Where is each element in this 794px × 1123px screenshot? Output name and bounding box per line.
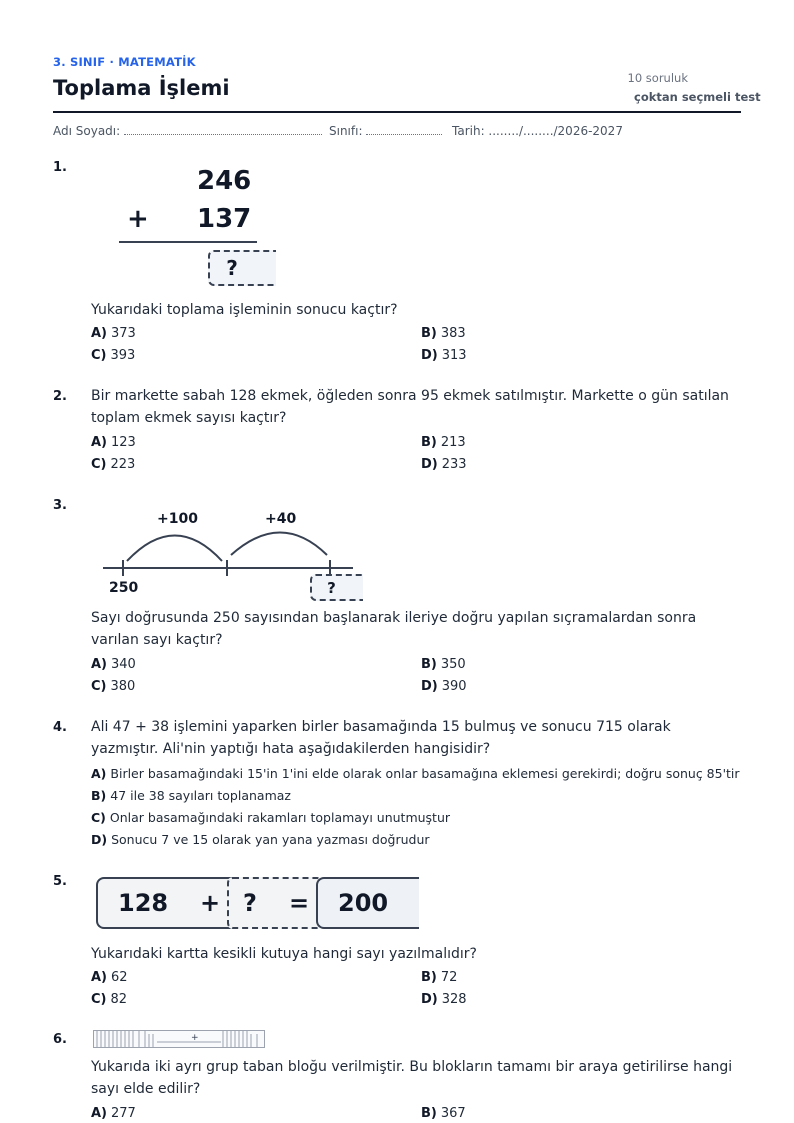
question-number: 2. xyxy=(53,389,67,404)
option-letter: C) xyxy=(91,810,106,825)
option-text: 123 xyxy=(111,435,136,450)
addend-top: 246 xyxy=(197,166,252,196)
option-b[interactable] xyxy=(421,657,466,672)
option-text: 383 xyxy=(440,326,466,341)
question-number: 1. xyxy=(53,160,67,175)
option-a[interactable] xyxy=(91,970,128,985)
question-number: 4. xyxy=(53,720,67,735)
question-text: Bir markette sabah 128 ekmek, öğleden sonra 95 ekmek satılmıştır. Markette o gün satılan toplam ekmek sayısı kaçtır? xyxy=(91,388,729,426)
jump-arc-2 xyxy=(231,533,327,556)
option-d[interactable] xyxy=(421,457,467,472)
equation-card xyxy=(96,877,419,929)
answer-box xyxy=(208,250,276,286)
unknown-mark: ? xyxy=(243,889,257,917)
jump-label-1: +100 xyxy=(157,511,198,527)
option-text: 62 xyxy=(111,970,128,985)
option-letter: B) xyxy=(421,970,437,985)
option-letter: C) xyxy=(91,348,107,363)
option-letter: D) xyxy=(421,457,438,472)
option-letter: A) xyxy=(91,326,108,341)
option-text: 393 xyxy=(110,348,136,363)
option-letter: B) xyxy=(91,788,107,803)
option-d[interactable] xyxy=(421,679,467,694)
class-field xyxy=(329,124,442,138)
option-letter: C) xyxy=(91,679,107,694)
option-b[interactable] xyxy=(421,435,466,450)
option-a[interactable] xyxy=(91,766,740,781)
option-text: 233 xyxy=(441,457,467,472)
question-text: Yukarıdaki toplama işleminin sonucu kaçtır? xyxy=(91,302,398,318)
plus-sign: + xyxy=(200,889,221,917)
option-text: 47 ile 38 sayıları toplanamaz xyxy=(110,788,291,803)
option-a[interactable] xyxy=(91,326,136,341)
option-text: 340 xyxy=(111,657,136,672)
option-letter: D) xyxy=(421,992,438,1007)
option-text: 277 xyxy=(111,1106,136,1121)
base-ten-blocks-diagram xyxy=(93,1030,265,1048)
addend-bottom: 137 xyxy=(197,204,252,234)
option-c[interactable] xyxy=(91,992,127,1007)
option-text: Sonucu 7 ve 15 olarak yan yana yazması doğrudur xyxy=(111,832,430,847)
option-letter: B) xyxy=(421,657,437,672)
option-letter: A) xyxy=(91,435,108,450)
name-field xyxy=(53,124,322,138)
option-text: 367 xyxy=(440,1106,466,1121)
option-text: Birler basamağındaki 15'in 1'ini elde olarak onlar basamağına eklemesi gerekirdi; doğru sonuç 85'tir xyxy=(110,766,740,781)
question-number: 3. xyxy=(53,498,67,513)
result-value: 200 xyxy=(338,889,389,917)
option-b[interactable] xyxy=(421,1106,466,1121)
test-type: çoktan seçmeli test xyxy=(634,90,761,104)
option-text: 328 xyxy=(441,992,467,1007)
date-label: Tarih: ......../......../2026-2027 xyxy=(452,124,623,138)
option-b[interactable] xyxy=(421,326,466,341)
question-text: Yukarıdaki kartta kesikli kutuya hangi sayı yazılmalıdır? xyxy=(91,946,477,962)
option-c[interactable] xyxy=(91,348,135,363)
option-letter: C) xyxy=(91,457,107,472)
question-count: 10 soruluk xyxy=(627,71,688,85)
option-text: 213 xyxy=(440,435,466,450)
option-letter: A) xyxy=(91,970,108,985)
jump-arc-1 xyxy=(127,536,222,562)
option-letter: B) xyxy=(421,1106,437,1121)
option-a[interactable] xyxy=(91,657,136,672)
option-c[interactable] xyxy=(91,810,450,825)
question-number: 5. xyxy=(53,874,67,889)
option-a[interactable] xyxy=(91,435,136,450)
option-c[interactable] xyxy=(91,679,135,694)
option-b[interactable] xyxy=(421,970,457,985)
option-text: 313 xyxy=(441,348,467,363)
equals-sign: = xyxy=(289,889,310,917)
option-b[interactable] xyxy=(91,788,291,803)
option-text: 380 xyxy=(110,679,136,694)
option-letter: C) xyxy=(91,992,107,1007)
option-text: 82 xyxy=(110,992,128,1007)
option-letter: A) xyxy=(91,1106,108,1121)
class-label: Sınıfı: xyxy=(329,124,363,138)
unknown-mark: ? xyxy=(226,256,238,280)
unknown-mark: ? xyxy=(327,578,336,597)
question-text: Sayı doğrusunda 250 sayısından başlanarak ileriye doğru yapılan sıçramalardan sonra varılan sayı kaçtır? xyxy=(91,610,697,648)
option-letter: D) xyxy=(91,832,108,847)
addend: 128 xyxy=(118,889,169,917)
option-text: 390 xyxy=(441,679,467,694)
class-blank xyxy=(366,124,442,135)
option-letter: B) xyxy=(421,435,437,450)
group-left-rods xyxy=(97,1031,153,1047)
page-title: Toplama İşlemi xyxy=(53,76,230,100)
option-text: 72 xyxy=(440,970,458,985)
option-text: 223 xyxy=(110,457,136,472)
question-text: Yukarıda iki ayrı grup taban bloğu verilmiştir. Bu blokların tamamı bir araya getirilirse hangi sayı elde edilir? xyxy=(91,1059,733,1097)
option-letter: D) xyxy=(421,679,438,694)
option-text: 373 xyxy=(111,326,136,341)
question-text: Ali 47 + 38 işlemini yaparken birler basamağında 15 bulmuş ve sonucu 715 olarak yazmıştır. Ali'nin yaptığı hata aşağıdakilerden hangisidir? xyxy=(91,719,671,757)
question-number: 6. xyxy=(53,1032,67,1047)
header-divider xyxy=(53,111,741,113)
sum-line xyxy=(119,241,257,243)
option-a[interactable] xyxy=(91,1106,136,1121)
option-letter: A) xyxy=(91,766,107,781)
option-letter: D) xyxy=(421,348,438,363)
option-text: Onlar basamağındaki rakamları toplamayı unutmuştur xyxy=(109,810,451,825)
name-label: Adı Soyadı: xyxy=(53,124,121,138)
name-blank xyxy=(124,124,322,135)
option-letter: A) xyxy=(91,657,108,672)
option-c[interactable] xyxy=(91,457,135,472)
plus-sign: + xyxy=(191,1033,199,1043)
plus-sign: + xyxy=(127,204,149,234)
option-d[interactable] xyxy=(91,832,430,847)
jump-label-2: +40 xyxy=(265,511,297,527)
option-d[interactable] xyxy=(421,348,467,363)
grade-subject-label: 3. SINIF · MATEMATİK xyxy=(53,55,196,69)
option-d[interactable] xyxy=(421,992,467,1007)
option-text: 350 xyxy=(440,657,466,672)
answer-box xyxy=(310,574,363,601)
start-label: 250 xyxy=(109,580,139,596)
option-letter: B) xyxy=(421,326,437,341)
date-field xyxy=(452,124,623,138)
